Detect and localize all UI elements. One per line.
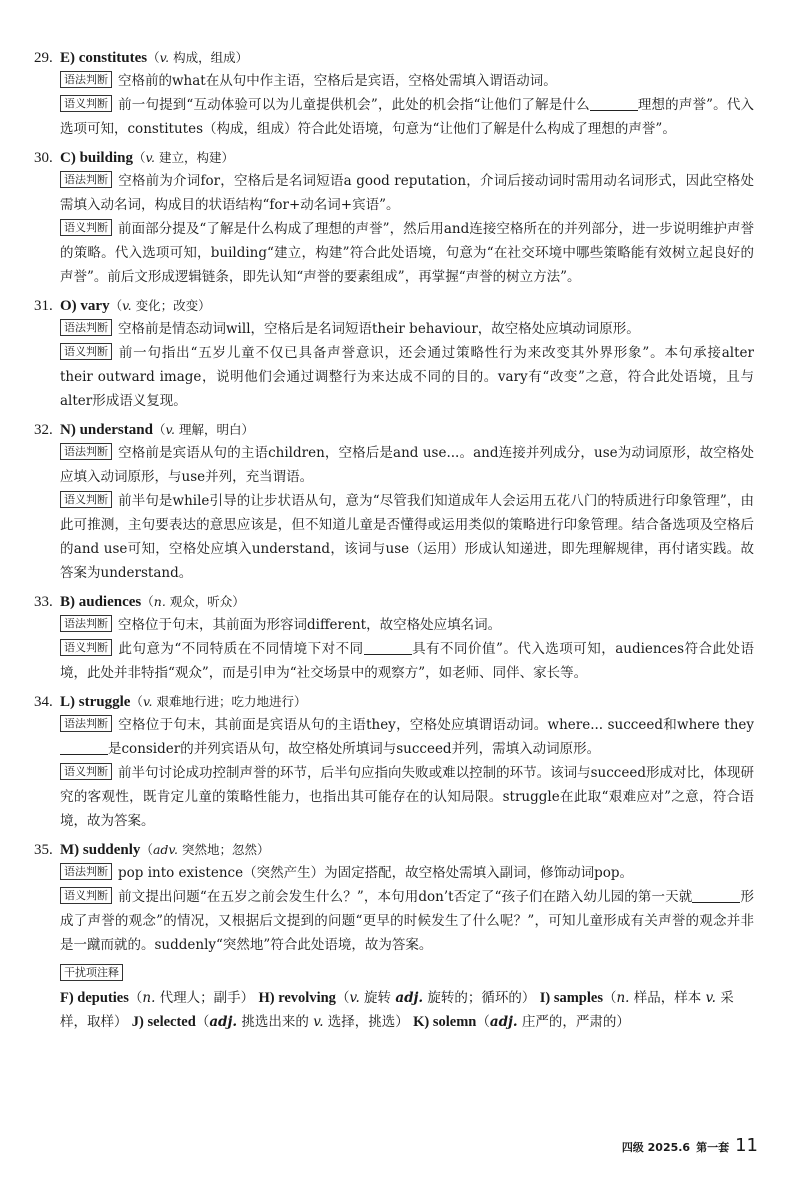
item-heading [34,839,754,861]
issue-label: 第一套 [696,1141,730,1154]
meaning-tag: 语义判断 [60,763,112,780]
distractor-f: F) deputies（n. 代理人；副手） [60,990,255,1006]
item-number: 34. [34,694,53,710]
item-number: 35. [34,842,53,858]
answer-word: B) audiences [60,594,142,610]
distractor-h: H) revolving（v. 旋转 adj. 旋转的；循环的） [258,990,536,1006]
grammar-judgement: 语法判断 空格前为介词for，空格后是名词短语a good reputation，介词后接动词时需用动名词形式，因此空格处需填入动名词，构成目的状语结构“for+动名词+宾语”。 [60,173,754,213]
item-heading [34,47,754,69]
item-heading [34,295,754,317]
grammar-judgement: 语法判断 空格位于句末，其前面为形容词different，故空格处应填名词。 [34,613,754,637]
meaning-judgement: 语义判断 前半句是while引导的让步状语从句，意为“尽管我们知道成年人会运用五花八门的特质进行印象管理”，由此可推测，主句要表达的意思应该是，但不知道儿童是否懂得或运用类似的策略进行印象管理。结合备选项及空格后的and use可知，空格处应填入understand，该词与use（运用）形成认知递进，即先理解规律，再付诸实践。故答案为understand。 [60,493,754,581]
answer-word: L) struggle [60,694,131,710]
answer-word: E) constitutes [60,50,148,66]
answer-word: O) vary [60,298,110,314]
meaning-judgement: 语义判断 前一句指出“五岁儿童不仅已具备声誉意识，还会通过策略性行为来改变其外界形象”。本句承接alter their outward image，说明他们会通过调整行为来达成不同的目的。vary有“改变”之意，符合此处语境，且与alter形成语义复现。 [60,345,754,409]
grammar-tag: 语法判断 [60,715,112,732]
explanation-item-35 [34,839,754,957]
part-of-speech: （v. 建立，构建） [132,150,235,165]
grammar-tag: 语法判断 [60,171,112,188]
grammar-tag: 语法判断 [60,71,112,88]
meaning-judgement: 语义判断 此句意为“不同特质在不同情境下对不同 具有不同价值”。代入选项可知，audiences符合此处语境，此处并非特指“观众”，而是引申为“社交场景中的观察方”，如老师、同伴、家长等。 [60,641,755,681]
explanation-item-32 [34,419,754,585]
grammar-tag: 语法判断 [60,863,112,880]
journal-label: 四级 2025.6 [621,1141,691,1154]
item-heading [34,419,754,441]
grammar-judgement: 语法判断 空格前是情态动词will，空格后是名词短语their behaviour，故空格处应填动词原形。 [34,317,754,341]
distractor-list [34,986,754,1034]
meaning-tag: 语义判断 [60,219,112,236]
part-of-speech: （v. 理解，明白） [152,422,255,437]
grammar-tag: 语法判断 [60,443,112,460]
part-of-speech: （v. 构成，组成） [147,50,249,65]
distractor-tag: 干扰项注释 [60,964,123,981]
explanation-item-31 [34,295,754,413]
meaning-judgement: 语义判断 前半句讨论成功控制声誉的环节，后半句应指向失败或难以控制的环节。该词与succeed形成对比，体现研究的客观性，既肯定儿童的策略性能力，也指出其可能存在的认知局限。struggle在此取“艰难应对”之意，符合语境，故为答案。 [60,765,754,829]
meaning-tag: 语义判断 [60,343,112,360]
grammar-judgement: 语法判断 pop into existence（突然产生）为固定搭配，故空格处需填入副词，修饰动词pop。 [34,861,754,885]
distractor-notes [34,963,754,1034]
part-of-speech: （n. 观众，听众） [141,594,245,609]
meaning-tag: 语义判断 [60,639,112,656]
grammar-judgement: 语法判断 空格前是宾语从句的主语children，空格后是and use...。and连接并列成分，use为动词原形，故空格处应填入动词原形，与use并列，充当谓语。 [60,445,754,485]
explanations [34,47,754,1034]
item-heading [34,147,754,169]
meaning-tag: 语义判断 [60,95,112,112]
distractor-i: I) samples（n. 样品，样本 v. 采样，取样） [60,990,734,1030]
part-of-speech: （v. 艰难地行进；吃力地进行） [130,694,307,709]
part-of-speech: （adv. 突然地；忽然） [140,842,270,857]
grammar-judgement: 语法判断 空格前的what在从句中作主语，空格后是宾语，空格处需填入谓语动词。 [34,69,754,93]
part-of-speech: （v. 变化；改变） [109,298,211,313]
answer-word: C) building [60,150,133,166]
answer-word: M) suddenly [60,842,141,858]
explanation-item-34 [34,691,754,833]
page-number: 11 [735,1135,758,1156]
answer-blank [692,888,740,903]
item-number: 30. [34,150,53,166]
meaning-tag: 语义判断 [60,887,112,904]
grammar-tag: 语法判断 [60,319,112,336]
answer-word: N) understand [60,422,153,438]
page-footer [622,1135,758,1156]
meaning-judgement: 语义判断 前一句提到“互动体验可以为儿童提供机会”，此处的机会指“让他们了解是什么 理想的声誉”。代入选项可知，constitutes（构成，组成）符合此处语境，句意为“让他们了解是什么构成了理想的声誉”。 [60,97,754,137]
item-number: 33. [34,594,53,610]
item-heading [34,591,754,613]
answer-blank [60,740,108,755]
answer-blank [364,640,412,655]
grammar-tag: 语法判断 [60,615,112,632]
item-number: 32. [34,422,53,438]
item-number: 31. [34,298,53,314]
answer-blank [590,96,638,111]
distractor-k: K) solemn（adj. 庄严的，严肃的） [413,1014,630,1030]
explanation-item-30 [34,147,754,289]
explanation-item-33 [34,591,754,685]
grammar-judgement: 语法判断 空格位于句末，其前面是宾语从句的主语they，空格处应填谓语动词。where... succeed和where they是consider的并列宾语从句，故空格处所填词与succeed并列，需填入动词原形。 [34,713,754,761]
explanation-item-29 [34,47,754,141]
meaning-tag: 语义判断 [60,491,112,508]
meaning-judgement: 语义判断 前文提出问题“在五岁之前会发生什么？”，本句用don’t否定了“孩子们在踏入幼儿园的第一天就 形成了声誉的观念”的情况，又根据后文提到的问题“更早的时候发生了什么呢？”，可知儿童形成有关声誉的观念并非是一蹴而就的。suddenly“突然地”符合此处语境，故为答案。 [60,889,755,953]
item-heading [34,691,754,713]
meaning-judgement: 语义判断 前面部分提及“了解是什么构成了理想的声誉”，然后用and连接空格所在的并列部分，进一步说明维护声誉的策略。代入选项可知，building“建立，构建”符合此处语境，句意为“在社交环境中哪些策略能有效树立起良好的声誉”。前后文形成逻辑链条，即先认知“声誉的要素组成”，再掌握“声誉的树立方法”。 [60,221,754,285]
distractor-j: J) selected（adj. 挑选出来的 v. 选择，挑选） [131,1014,409,1030]
item-number: 29. [34,50,53,66]
